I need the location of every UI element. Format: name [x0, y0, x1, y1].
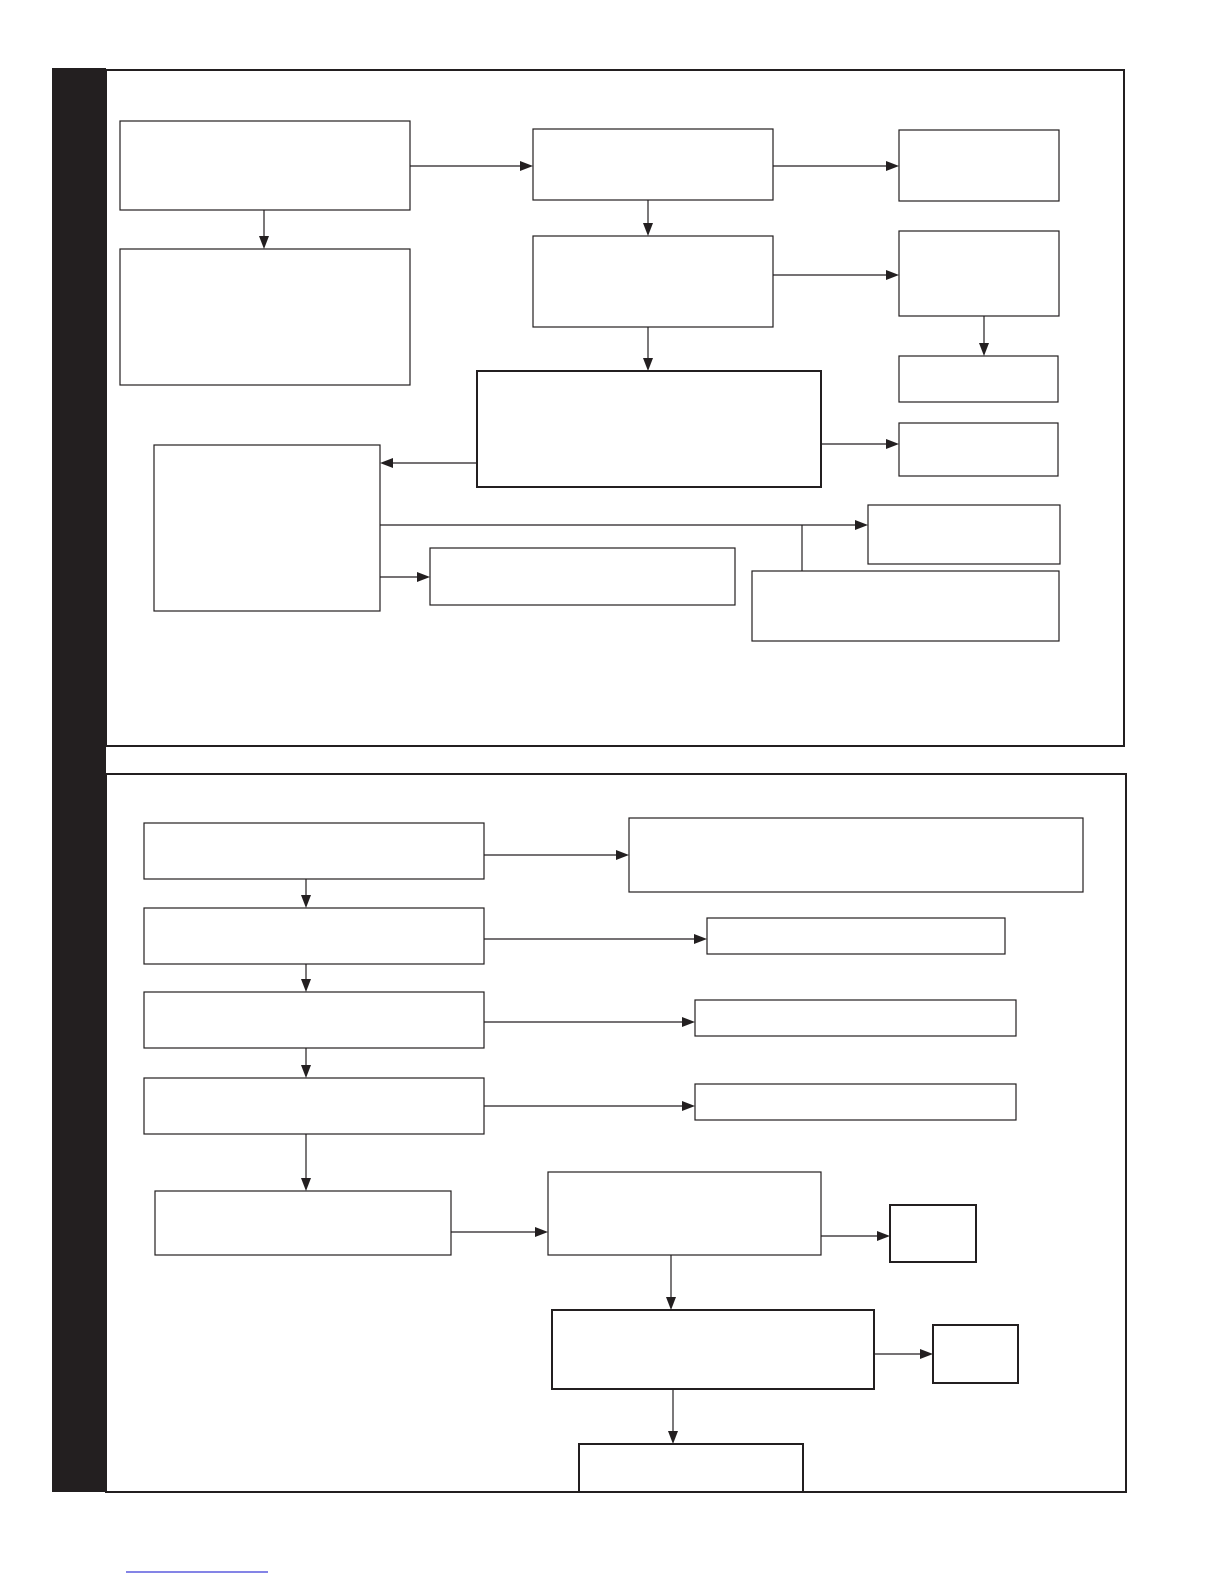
- bottom-arrowhead: [920, 1349, 933, 1359]
- bottom-arrowhead: [301, 1065, 311, 1078]
- bottom-arrowhead: [682, 1017, 695, 1027]
- bottom-box-step-2: [144, 908, 484, 964]
- top-box-check-3: [477, 371, 821, 487]
- top-arrowhead: [417, 572, 430, 582]
- top-box-action-result: [430, 548, 735, 605]
- top-box-left-detail: [120, 249, 410, 385]
- bottom-box-check-2: [552, 1310, 874, 1389]
- bottom-box-check-2-result: [933, 1325, 1018, 1383]
- bottom-arrowhead: [666, 1297, 676, 1310]
- bottom-box-check-1-result: [890, 1205, 976, 1262]
- bottom-box-step-5: [155, 1191, 451, 1255]
- top-box-start: [120, 121, 410, 210]
- top-arrowhead: [259, 236, 269, 249]
- bottom-box-step-3: [144, 992, 484, 1048]
- left-sidebar-bar: [52, 68, 106, 1492]
- top-arrowhead: [643, 358, 653, 371]
- top-arrowhead: [886, 270, 899, 280]
- bottom-arrowhead: [616, 850, 629, 860]
- top-box-note: [752, 571, 1059, 641]
- bottom-box-final: [579, 1444, 803, 1492]
- top-flowchart-panel: [106, 70, 1124, 746]
- top-arrowhead: [643, 223, 653, 236]
- top-box-result-1: [899, 130, 1059, 201]
- bottom-arrowhead: [668, 1431, 678, 1444]
- bottom-box-step-1: [144, 823, 484, 879]
- top-box-result-4: [899, 423, 1058, 476]
- top-arrowhead: [979, 343, 989, 356]
- top-box-result-3: [899, 356, 1058, 402]
- top-box-check-1: [533, 129, 773, 200]
- bottom-arrowhead: [682, 1101, 695, 1111]
- bottom-box-result-1: [629, 818, 1083, 892]
- bottom-box-result-2: [707, 918, 1005, 954]
- bottom-box-check-1: [548, 1172, 821, 1255]
- bottom-arrowhead: [694, 934, 707, 944]
- bottom-arrowhead: [535, 1227, 548, 1237]
- bottom-arrowhead: [877, 1231, 890, 1241]
- top-arrowhead: [855, 520, 868, 530]
- top-box-result-5: [868, 505, 1060, 564]
- bottom-box-result-3: [695, 1000, 1016, 1036]
- bottom-box-result-4: [695, 1084, 1016, 1120]
- bottom-flowchart-panel: [106, 774, 1126, 1492]
- top-arrowhead: [886, 439, 899, 449]
- top-arrowhead: [886, 161, 899, 171]
- bottom-arrowhead: [301, 1178, 311, 1191]
- top-box-action: [154, 445, 380, 611]
- bottom-arrowhead: [301, 979, 311, 992]
- top-box-check-2: [533, 236, 773, 327]
- top-arrowhead: [380, 458, 393, 468]
- top-box-result-2: [899, 231, 1059, 316]
- bottom-arrowhead: [301, 895, 311, 908]
- top-arrowhead: [520, 161, 533, 171]
- bottom-box-step-4: [144, 1078, 484, 1134]
